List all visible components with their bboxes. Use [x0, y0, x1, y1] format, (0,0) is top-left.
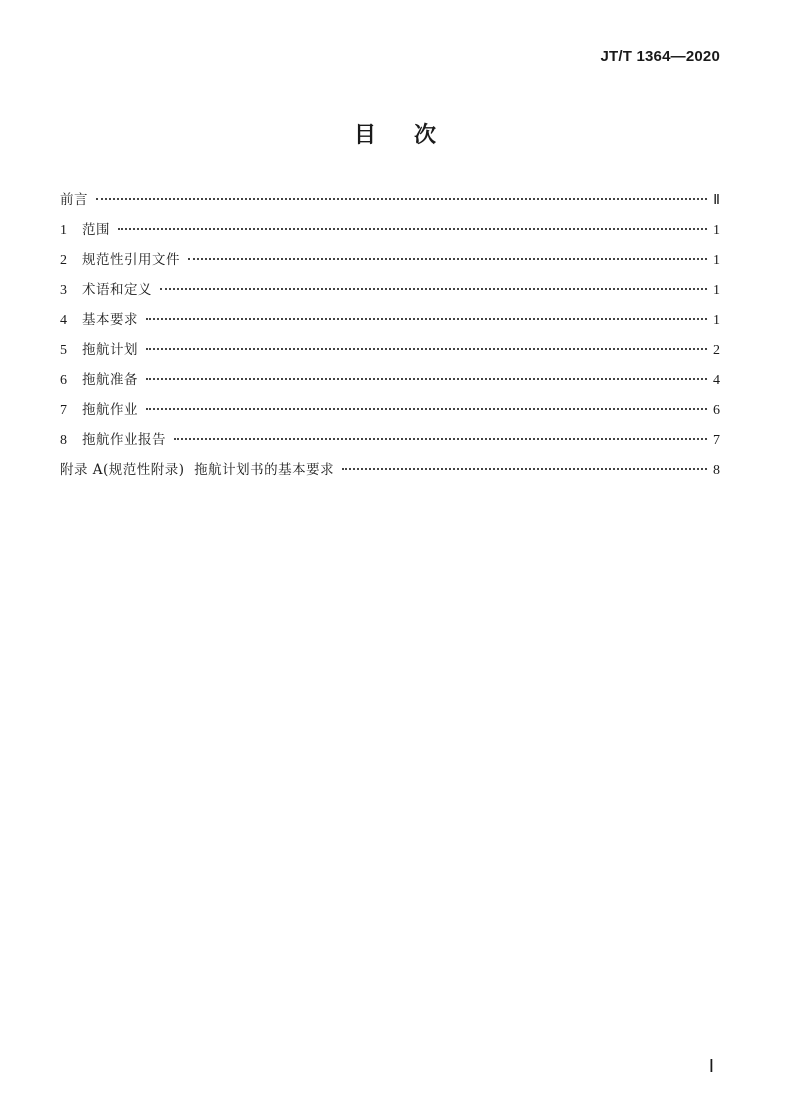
toc-entry-page: 2: [713, 343, 720, 358]
toc-entry-towing-operation-report[interactable]: [60, 425, 720, 455]
toc-title-char: 次: [414, 123, 437, 148]
toc-entry-label: 范围: [82, 222, 110, 238]
toc-entry-number: 5: [60, 343, 67, 358]
dot-leader: [342, 468, 707, 470]
toc-entry-number: 8: [60, 433, 67, 448]
toc-entry-label: 拖航作业报告: [82, 432, 166, 448]
toc-entry-label: 拖航准备: [82, 372, 138, 388]
toc-entry-page: 8: [713, 463, 720, 478]
toc-entry-page: 1: [713, 283, 720, 298]
dot-leader: [118, 228, 707, 230]
dot-leader: [146, 348, 707, 350]
dot-leader: [160, 288, 707, 290]
toc-entry-number: 4: [60, 313, 67, 328]
toc-entry-towing-plan[interactable]: [60, 335, 720, 365]
toc-entry-page: 4: [713, 373, 720, 388]
toc-entry-number: 3: [60, 283, 67, 298]
toc-entry-page: 1: [713, 313, 720, 328]
toc-entry-label: 拖航作业: [82, 402, 138, 418]
toc-entry-number: 7: [60, 403, 67, 418]
toc-entry-label: 基本要求: [82, 312, 138, 328]
toc-entry-basic-requirements[interactable]: [60, 305, 720, 335]
toc-entry-towing-operation[interactable]: [60, 395, 720, 425]
toc-title: [0, 118, 790, 149]
toc-entry-page: 6: [713, 403, 720, 418]
toc-entry-appendix-a[interactable]: [60, 455, 720, 485]
page-number: Ⅰ: [708, 1056, 714, 1076]
toc-entry-number: 6: [60, 373, 67, 388]
toc-entry-normative-references[interactable]: [60, 245, 720, 275]
toc-entry-label: 附录 A(规范性附录) 拖航计划书的基本要求: [60, 462, 335, 478]
toc-entry-page: Ⅱ: [713, 193, 720, 208]
toc-entry-terms-definitions[interactable]: [60, 275, 720, 305]
toc-entry-number: 1: [60, 223, 67, 238]
toc-title-char: 目: [353, 123, 376, 148]
toc-entry-number: 2: [60, 253, 67, 268]
document-code: JT/T 1364—2020: [600, 48, 720, 65]
dot-leader: [146, 318, 707, 320]
toc-list: [60, 185, 720, 485]
toc-entry-label: 规范性引用文件: [82, 252, 180, 268]
toc-entry-foreword[interactable]: [60, 185, 720, 215]
dot-leader: [174, 438, 707, 440]
toc-entry-page: 1: [713, 253, 720, 268]
toc-entry-scope[interactable]: [60, 215, 720, 245]
dot-leader: [146, 378, 707, 380]
toc-entry-label: 术语和定义: [82, 282, 152, 298]
toc-entry-page: 1: [713, 223, 720, 238]
dot-leader: [96, 198, 707, 200]
toc-entry-label: 拖航计划: [82, 342, 138, 358]
dot-leader: [188, 258, 707, 260]
dot-leader: [146, 408, 707, 410]
toc-entry-page: 7: [713, 433, 720, 448]
toc-entry-towing-preparation[interactable]: [60, 365, 720, 395]
toc-entry-label: 前言: [60, 192, 88, 208]
